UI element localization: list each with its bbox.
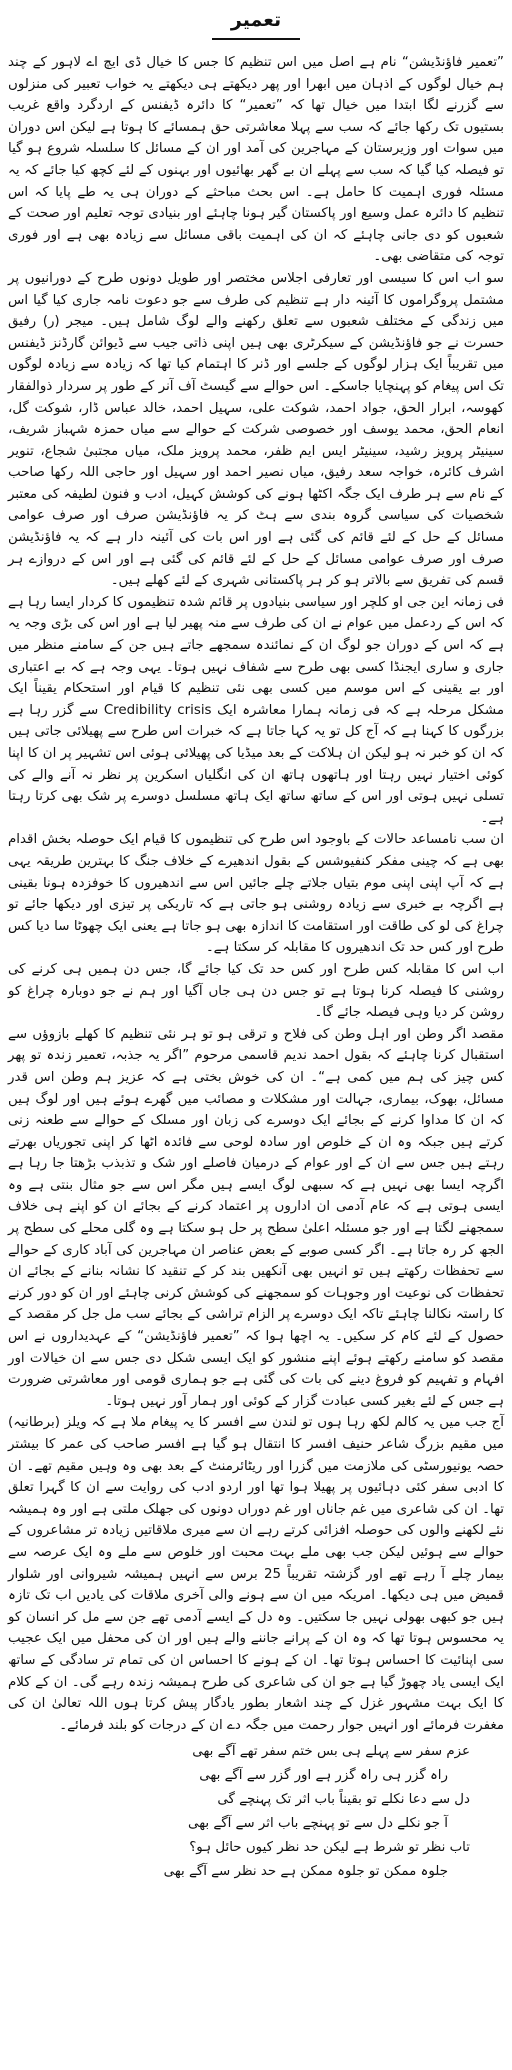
poem-line: تاب نظر تو شرط ہے لیکن حد نظر کیوں حائل ہو؟ [189, 1840, 470, 1856]
poem-line: راہ گزر ہی راہ گزر ہے اور گزر سے آگے بھی [199, 1768, 448, 1784]
paragraph-4: ان سب نامساعد حالات کے باوجود اس طرح کی تنظیموں کا قیام ایک حوصلہ بخش اقدام بھی ہے کہ چینی مفکر کنفیوشس کے بقول اندھیرے کے خلاف جنگ کا بہترین طریقہ یہی ہے کہ آپ اپنی اپنی موم بتیاں جلاتے چلے جائیں اس سے اندھیروں کا خوفزدہ ہونا بقینی ہے اگرچہ بے خبری سے زیادہ روشنی ہو جاتی ہے کہ تاریکی پر تیزی اور دیکھا جائے تو چراغ کی لو کی طاقت اور استقامت کا اندازہ بھی ہو جاتا ہے یعنی ایک چھوٹا سا دیا کس طرح اور کس حد تک اندھیروں کا مقابلہ کر سکتا ہے۔ [8, 832, 504, 956]
title-underline [212, 38, 300, 40]
paragraph-6: مقصد اگر وطن اور اہل وطن کی فلاح و ترقی ہو تو ہر نئی تنظیم کا کھلے بازوؤں سے استقبال کرنا چاہئے کہ بقول احمد ندیم قاسمی مرحوم ”اگر یہ جذبہ، تعمیر زندہ تو پھر کس چیز کی ہم میں کمی ہے“۔ ان کی خوش بختی ہے کہ عزیز ہم وطن اس قدر مسائل، بھوک، بیماری، جہالت اور مشکلات و مصائب میں گھرے ہوئے ہیں اور لوگ ہیں کہ ان کا مداوا کرنے کے بجائے ایک دوسرے کی زبان اور مسلک کے حوالے سے طعنہ زنی کرتے ہیں جبکہ وہ ان کے خلوص اور سادہ لوحی سے فائدہ اٹھا کر اپنی تجوریاں بھرتے رہتے ہیں جس سے ان کے اور عوام کے درمیان فاصلے اور شک و تذبذب بڑھتا جا رہا ہے اگرچہ ایسا بھی نہیں ہے کہ سبھی لوگ ایسے ہیں مگر اس سے جو مثال بنتی ہے وہ ایسی ہوتی ہے کہ عام آدمی ان اداروں پر اعتماد کرنے کے بجائے ان کو اپنے ہی خلاف سمجھنے لگتا ہے اور جو مسئلہ اعلیٰ سطح پر حل ہو سکتا ہے وہ گلی محلے کی سطح پر الجھ کر رہ جاتا ہے۔ اگر کسی صوبے کے بعض عناصر ان مہاجرین کی آباد کاری کے حوالے سے تحفظات رکھتے ہیں تو انہیں بھی آنکھیں بند کر کے تنقید کا نشانہ بنانے کے بجائے ان تحفظات کی نوعیت اور وجوہات کو سمجھنے کی کوشش کرنی چاہئے اور ان کو دور کرنے کا راستہ نکالنا چاہئے تاکہ ایک دوسرے پر الزام تراشی کے بجائے سب مل جل کر مقصد کے حصول کے لئے کام کر سکیں۔ یہ اچھا ہوا کہ ”تعمیر فاؤنڈیشن“ کے عہدیداروں نے اس مقصد کو سامنے رکھتے ہوئے اپنے منشور کو ایک ایسی شکل دی جس سے ان خیالات اور افہام و تفہیم کو فروغ دینے کی بات کی گئی ہے جو ہماری قومی اور معاشرتی ضرورت ہے جس کے لئے بغیر کسی عبادت گزار کے کوئی اور ہمار آور نہیں ہوتا۔ [8, 1026, 504, 1409]
closing-poem [8, 1740, 504, 1884]
poem-line: عزم سفر سے پہلے ہی بس ختم سفر تھے آگے بھی [192, 1744, 470, 1760]
article-title: تعمیر [230, 9, 282, 31]
article-body [8, 52, 504, 1736]
poem-line: آ جو نکلے دل سے تو پہنچے باب اثر سے آگے بھی [188, 1816, 448, 1832]
article-header [8, 6, 504, 52]
paragraph-3: فی زمانہ این جی او کلچر اور سیاسی بنیادوں پر قائم شدہ تنظیموں کا کردار ایسا رہا ہے کہ اس کے ردعمل میں عوام نے ان کی طرف سے منہ پھیر لیا ہے اور اس کی بڑی وجہ یہ ہے کہ اس کے دوران جو لوگ ان کے نمائندہ سمجھے جاتے ہیں جن کے سامنے منظر میں جاری و ساری ایجنڈا کسی بھی طرح سے شفاف نہیں ہوتا۔ یہی وجہ ہے کہ بے اعتباری اور بے یقینی کے اس موسم میں کسی بھی نئی تنظیم کا قیام اور استحکام یقیناً ایک مشکل مرحلہ ہے کہ فی زمانہ ہمارا معاشرہ ایک Credibility crisis سے گزر رہا ہے بزرگوں کا کہنا ہے کہ آج کل تو یہ کہا جاتا ہے کہ خبرات اس طرح سے پھیلائی جاتی ہیں کہ ان کو خبر نہ ہو لیکن ان ہلاکت کے بعد میڈیا کی پھیلائی ہوئی اس تشہیر پر ان کا اپنا کوئی اختیار نہیں رہتا اور ہاتھوں ہاتھ ان کی انگلیاں اسکرین پر نظر نہ آنے والے کی تسلی نہیں ہوتی اور اس کے ساتھ ساتھ ایک ہاتھ مسلسل دوسرے پر شک بھی کرتا رہتا ہے۔ [8, 594, 504, 826]
paragraph-7: آج جب میں یہ کالم لکھ رہا ہوں تو لندن سے افسر کا یہ پیغام ملا ہے کہ ویلز (برطانیہ) میں مقیم بزرگ شاعر حنیف افسر کا انتقال ہو گیا ہے افسر صاحب کی عمر کا بیشتر حصہ یونیورسٹی کی ملازمت میں گزرا اور ریٹائرمنٹ کے بعد بھی وہ وہیں مقیم تھے۔ ان کا ادبی سفر کئی دہائیوں پر پھیلا ہوا تھا اور اردو ادب کی روایت سے ان کا گہرا تعلق تھا۔ ان کی شاعری میں غم جاناں اور غم دوراں دونوں کی جھلک ملتی ہے اور وہ ہمیشہ نئے لکھنے والوں کی حوصلہ افزائی کرتے رہے ان سے میری ملاقاتیں زیادہ تر مشاعروں کے حوالے سے ہوئیں لیکن جب بھی ملے بہت محبت اور خلوص سے ملے وہ ایک عرصہ سے بیمار چلے آ رہے تھے اور گزشتہ تقریباً 25 برس سے انہیں ہمیشہ شیروانی اور شلوار قمیض میں ہی دیکھا۔ امریکہ میں ان سے ہونے والی آخری ملاقات کی یادیں اب تک تازہ ہیں جو کبھی بھولی نہیں جا سکتیں۔ وہ دل کے ایسے آدمی تھے جن سے مل کر انسان کو یہ محسوس ہوتا تھا کہ وہ ان کے پرانے جاننے والے ہیں اور ان کی محفل میں ایک عجیب سی اپنائیت کا احساس ہوتا تھا۔ ان کے ہونے کا احساس ان کی تمام تر سادگی کے ساتھ ایک ایسی یاد چھوڑ گیا ہے جو ان کی شاعری کی طرح ہمیشہ زندہ رہے گی۔ ان کے کلام کا ایک بہت مشہور غزل کے چند اشعار بطور یادگار پیش کرتا ہوں اللہ تعالیٰ ان کی مغفرت فرمائے اور انہیں جوار رحمت میں جگہ دے ان کے درجات کو بلند فرمائے۔ [8, 1415, 504, 1733]
paragraph-1: ”تعمیر فاؤنڈیشن“ نام ہے اصل میں اس تنظیم کا جس کا خیال ڈی ایچ اے لاہور کے چند ہم خیال لوگوں کے اذہان میں ابھرا اور پھر دیکھتے ہی دیکھتے یہ خواب تعبیر کی منزلوں سے گزرنے لگا ابتدا میں خیال تھا کہ ”تعمیر“ کا دائرہ ڈیفنس کے اردگرد واقع غریب بستیوں تک رکھا جائے کہ سب سے پہلا معاشرتی حق ہمسائے کا ہوتا ہے لیکن اس دوران میں سوات اور وزیرستان کے مہاجرین کی آمد اور ان کے مسائل کا سلسلہ شروع ہو گیا تو فیصلہ کیا گیا کہ سب سے پہلے ان بے گھر بھائیوں اور بہنوں کے لئے کچھ کیا جائے کہ یہ مسئلہ فوری اہمیت کا حامل ہے۔ اس بحث مباحثے کے دوران ہی یہ طے پایا کہ اس تنظیم کا دائرہ عمل وسیع اور پاکستان گیر ہونا چاہئے اور بنیادی توجہ تعلیم اور صحت کے شعبوں کو دی جانی چاہئے کہ ان کی اہمیت باقی مسائل سے زیادہ بھی ہے اور فوری توجہ کی متقاضی بھی۔ [8, 55, 504, 265]
paragraph-5: اب اس کا مقابلہ کس طرح اور کس حد تک کیا جائے گا، جس دن ہمیں ہی کرنے کی روشنی کا فیصلہ کرنا ہوتا ہے تو جس دن ہی جاں آگیا اور ہم نے جو دوبارہ چراغ کو روشن کر دیا وہی فیصلہ جائے گا۔ [8, 961, 504, 1021]
poem-line: دل سے دعا نکلے تو بقیناً باب اثر تک پہنچے گی [217, 1792, 470, 1808]
paragraph-2: سو اب اس کا سیسی اور تعارفی اجلاس مختصر اور طویل دونوں طرح کے دورانیوں پر مشتمل پروگراموں کا آئینہ دار ہے تنظیم کی طرف سے جو دعوت نامہ جاری کیا گیا اس میں زندگی کے مختلف شعبوں سے تعلق رکھنے والے لوگ شامل ہیں۔ میجر (ر) رفیق حسرت نے جو فاؤنڈیشن کے سیکرٹری بھی ہیں اپنی ذاتی جیب سے ڈیوائن گارڈنز ڈیفنس میں تقریباً ایک ہزار لوگوں کے جلسے اور ڈنر کا اہتمام کیا تھا کہ زیادہ سے زیادہ لوگوں تک اس پیغام کو پہنچایا جاسکے۔ اس حوالے سے گیسٹ آف آنر کے طور پر سردار ذوالفقار کھوسہ، ابرار الحق، جواد احمد، شوکت علی، سہیل احمد، خالد عباس ڈار، شوکت گل، انعام الحق، محمد یوسف اور خصوصی شرکت کے حوالے سے میاں حمزہ شہباز شریف، سینیٹر پرویز رشید، سینیٹر ایس ایم ظفر، محمد پرویز ملک، میاں مجتبیٰ شجاع، تنویر اشرف کائرہ، خواجہ سعد رفیق، میاں نصیر احمد اور سہیل اور حاجی اللہ رکھا صاحب کے نام سے ہر طرف ایک جگہ اکٹھا ہونے کی کوشش کہیل، ادب و فنون لطیفہ کی معتبر شخصیات کی سیاسی گروہ بندی سے ہٹ کر یہ فاؤنڈیشن صرف اور صرف عوامی مسائل کے حل کے لئے قائم کی گئی ہے اور اس بات کی آئینہ دار ہے کہ یہ فاؤنڈیشن صرف اور صرف عوامی مسائل کے حل کے لئے قائم کی گئی ہے اور اس کے دروازے ہر قسم کی تفریق سے بالاتر ہو کر ہر پاکستانی شہری کے لئے کھلے ہیں۔ [8, 270, 504, 589]
poem-line: جلوہ ممکن تو جلوہ ممکن ہے حد نظر سے آگے بھی [163, 1864, 448, 1880]
